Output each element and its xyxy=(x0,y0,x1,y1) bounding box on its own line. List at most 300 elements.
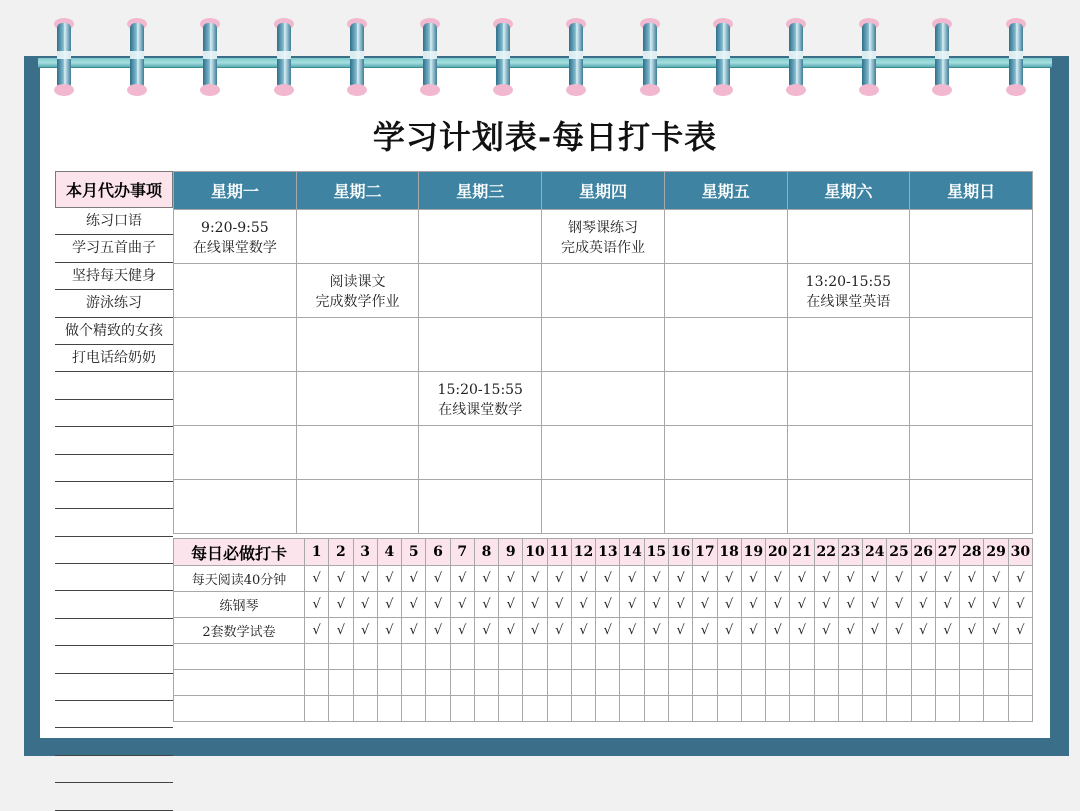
checkin-empty-cell[interactable] xyxy=(911,644,935,670)
check-mark[interactable]: √ xyxy=(523,566,547,592)
checkin-empty-cell[interactable] xyxy=(863,644,887,670)
check-mark[interactable]: √ xyxy=(984,566,1008,592)
day-number: 27 xyxy=(935,539,959,566)
day-number: 21 xyxy=(790,539,814,566)
check-mark[interactable]: √ xyxy=(766,566,790,592)
schedule-entry: 阅读课文 xyxy=(329,274,386,290)
schedule-cell[interactable] xyxy=(296,318,419,372)
schedule-cell[interactable] xyxy=(910,426,1033,480)
checkin-empty-cell[interactable] xyxy=(644,644,668,670)
check-mark[interactable]: √ xyxy=(426,618,450,644)
day-number: 1 xyxy=(305,539,329,566)
schedule-cell[interactable] xyxy=(664,318,787,372)
checkin-empty-cell[interactable] xyxy=(474,644,498,670)
schedule-cell[interactable] xyxy=(664,372,787,426)
checkin-task: 练钢琴 xyxy=(174,592,305,618)
todo-item[interactable] xyxy=(55,646,173,673)
checkin-empty-cell[interactable] xyxy=(474,696,498,722)
spiral-ring xyxy=(130,18,144,96)
schedule-cell[interactable] xyxy=(419,480,542,534)
check-mark[interactable]: √ xyxy=(377,618,401,644)
check-mark[interactable]: √ xyxy=(814,592,838,618)
checkin-empty-cell[interactable] xyxy=(596,696,620,722)
checkin-empty-cell[interactable] xyxy=(717,670,741,696)
check-mark[interactable]: √ xyxy=(305,618,329,644)
check-mark[interactable]: √ xyxy=(547,618,571,644)
checkin-empty-cell[interactable] xyxy=(668,696,692,722)
checkin-empty-cell[interactable] xyxy=(741,644,765,670)
checkin-empty-cell[interactable] xyxy=(377,696,401,722)
checkin-empty-cell[interactable] xyxy=(693,670,717,696)
check-mark[interactable]: √ xyxy=(693,618,717,644)
checkin-empty-cell[interactable] xyxy=(814,670,838,696)
check-mark[interactable]: √ xyxy=(547,566,571,592)
checkin-empty-cell[interactable] xyxy=(693,696,717,722)
checkin-empty-cell[interactable] xyxy=(1008,670,1032,696)
day-number: 25 xyxy=(887,539,911,566)
day-number: 4 xyxy=(377,539,401,566)
check-mark[interactable]: √ xyxy=(329,592,353,618)
check-mark[interactable]: √ xyxy=(644,618,668,644)
check-mark[interactable]: √ xyxy=(935,618,959,644)
day-number: 18 xyxy=(717,539,741,566)
check-mark[interactable]: √ xyxy=(353,618,377,644)
checkin-empty-cell[interactable] xyxy=(838,644,862,670)
schedule-cell[interactable] xyxy=(419,318,542,372)
check-mark[interactable]: √ xyxy=(571,592,595,618)
check-mark[interactable]: √ xyxy=(766,592,790,618)
checkin-empty-cell[interactable] xyxy=(766,696,790,722)
checkin-empty-cell[interactable] xyxy=(353,670,377,696)
checkin-empty-cell[interactable] xyxy=(644,696,668,722)
checkin-empty-cell[interactable] xyxy=(174,670,305,696)
checkin-empty-cell[interactable] xyxy=(668,670,692,696)
schedule-cell[interactable] xyxy=(174,318,297,372)
day-number: 11 xyxy=(547,539,571,566)
schedule-cell[interactable] xyxy=(419,210,542,264)
checkin-empty-cell[interactable] xyxy=(620,696,644,722)
schedule-cell[interactable] xyxy=(910,372,1033,426)
day-number: 12 xyxy=(571,539,595,566)
check-mark[interactable]: √ xyxy=(887,592,911,618)
spiral-ring xyxy=(423,18,437,96)
check-mark[interactable]: √ xyxy=(402,618,426,644)
checkin-empty-cell[interactable] xyxy=(547,696,571,722)
schedule-entry: 在线课堂数学 xyxy=(438,402,523,418)
check-mark[interactable]: √ xyxy=(838,592,862,618)
checkin-empty-cell[interactable] xyxy=(960,670,984,696)
schedule-cell[interactable] xyxy=(174,426,297,480)
checkin-empty-cell[interactable] xyxy=(644,670,668,696)
todo-item[interactable] xyxy=(55,619,173,646)
schedule-cell[interactable] xyxy=(542,426,665,480)
day-number: 10 xyxy=(523,539,547,566)
schedule-entry: 完成英语作业 xyxy=(560,240,645,256)
schedule-cell[interactable] xyxy=(174,480,297,534)
check-mark[interactable]: √ xyxy=(1008,592,1032,618)
check-mark[interactable]: √ xyxy=(717,618,741,644)
todo-item[interactable]: 学习五首曲子 xyxy=(55,235,173,262)
check-mark[interactable]: √ xyxy=(426,566,450,592)
check-mark[interactable]: √ xyxy=(838,566,862,592)
checkin-empty-cell[interactable] xyxy=(474,670,498,696)
day-number: 9 xyxy=(499,539,523,566)
check-mark[interactable]: √ xyxy=(353,592,377,618)
check-mark[interactable]: √ xyxy=(547,592,571,618)
check-mark[interactable]: √ xyxy=(741,592,765,618)
day-header: 星期五 xyxy=(664,172,787,210)
check-mark[interactable]: √ xyxy=(450,592,474,618)
checkin-empty-cell[interactable] xyxy=(620,644,644,670)
checkin-header: 每日必做打卡 xyxy=(174,539,305,566)
todo-item[interactable]: 练习口语 xyxy=(55,208,173,235)
check-mark[interactable]: √ xyxy=(887,566,911,592)
checkin-empty-cell[interactable] xyxy=(571,696,595,722)
checkin-empty-cell[interactable] xyxy=(741,696,765,722)
checkin-empty-cell[interactable] xyxy=(547,670,571,696)
checkin-empty-cell[interactable] xyxy=(377,644,401,670)
checkin-empty-cell[interactable] xyxy=(960,644,984,670)
schedule-cell[interactable] xyxy=(542,318,665,372)
schedule-cell[interactable] xyxy=(664,264,787,318)
checkin-empty-cell[interactable] xyxy=(766,670,790,696)
check-mark[interactable]: √ xyxy=(644,566,668,592)
check-mark[interactable]: √ xyxy=(741,618,765,644)
checkin-task: 2套数学试卷 xyxy=(174,618,305,644)
day-number: 26 xyxy=(911,539,935,566)
check-mark[interactable]: √ xyxy=(474,566,498,592)
check-mark[interactable]: √ xyxy=(571,566,595,592)
schedule-entry: 13:20-15:55 xyxy=(805,274,892,290)
checkin-empty-cell[interactable] xyxy=(935,644,959,670)
check-mark[interactable]: √ xyxy=(353,566,377,592)
todo-item[interactable] xyxy=(55,482,173,509)
check-mark[interactable]: √ xyxy=(863,618,887,644)
checkin-empty-cell[interactable] xyxy=(426,670,450,696)
spiral-ring xyxy=(57,18,71,96)
check-mark[interactable]: √ xyxy=(402,566,426,592)
day-number: 16 xyxy=(668,539,692,566)
schedule-entry: 15:20-15:55 xyxy=(437,382,523,398)
checkin-empty-cell[interactable] xyxy=(960,696,984,722)
schedule-cell[interactable] xyxy=(542,264,665,318)
spiral-ring xyxy=(789,18,803,96)
check-mark[interactable]: √ xyxy=(741,566,765,592)
checkin-empty-cell[interactable] xyxy=(547,644,571,670)
check-mark[interactable]: √ xyxy=(329,618,353,644)
check-mark[interactable]: √ xyxy=(499,592,523,618)
schedule-cell[interactable] xyxy=(787,480,910,534)
check-mark[interactable]: √ xyxy=(402,592,426,618)
schedule-cell[interactable] xyxy=(296,372,419,426)
todo-item[interactable]: 做个精致的女孩 xyxy=(55,318,173,345)
checkin-empty-cell[interactable] xyxy=(353,696,377,722)
check-mark[interactable]: √ xyxy=(863,566,887,592)
checkin-empty-cell[interactable] xyxy=(863,670,887,696)
checkin-empty-cell[interactable] xyxy=(911,696,935,722)
check-mark[interactable]: √ xyxy=(426,592,450,618)
todo-item[interactable] xyxy=(55,591,173,618)
day-number: 3 xyxy=(353,539,377,566)
check-mark[interactable]: √ xyxy=(814,618,838,644)
check-mark[interactable]: √ xyxy=(863,592,887,618)
check-mark[interactable]: √ xyxy=(984,618,1008,644)
check-mark[interactable]: √ xyxy=(790,592,814,618)
check-mark[interactable]: √ xyxy=(620,592,644,618)
check-mark[interactable]: √ xyxy=(717,592,741,618)
schedule-cell[interactable] xyxy=(910,264,1033,318)
checkin-empty-cell[interactable] xyxy=(790,644,814,670)
check-mark[interactable]: √ xyxy=(717,566,741,592)
checkin-empty-cell[interactable] xyxy=(1008,696,1032,722)
check-mark[interactable]: √ xyxy=(887,618,911,644)
day-header: 星期二 xyxy=(296,172,419,210)
schedule-cell[interactable] xyxy=(419,264,542,318)
checkin-empty-cell[interactable] xyxy=(620,670,644,696)
checkin-empty-cell[interactable] xyxy=(499,644,523,670)
check-mark[interactable]: √ xyxy=(790,618,814,644)
checkin-empty-cell[interactable] xyxy=(814,696,838,722)
checkin-empty-cell[interactable] xyxy=(523,644,547,670)
schedule-cell[interactable] xyxy=(174,372,297,426)
checkin-empty-cell[interactable] xyxy=(766,644,790,670)
day-number: 8 xyxy=(474,539,498,566)
todo-item[interactable] xyxy=(55,455,173,482)
checkin-empty-cell[interactable] xyxy=(984,644,1008,670)
monthly-todo-list xyxy=(55,171,173,811)
todo-item[interactable]: 游泳练习 xyxy=(55,290,173,317)
checkin-empty-cell[interactable] xyxy=(887,696,911,722)
schedule-cell[interactable] xyxy=(174,264,297,318)
checkin-empty-cell[interactable] xyxy=(402,670,426,696)
check-mark[interactable]: √ xyxy=(960,618,984,644)
todo-item[interactable] xyxy=(55,728,173,755)
checkin-empty-cell[interactable] xyxy=(329,696,353,722)
check-mark[interactable]: √ xyxy=(474,618,498,644)
day-number: 24 xyxy=(863,539,887,566)
checkin-empty-cell[interactable] xyxy=(984,670,1008,696)
todo-header: 本月代办事项 xyxy=(55,171,173,208)
checkin-empty-cell[interactable] xyxy=(377,670,401,696)
checkin-empty-cell[interactable] xyxy=(693,644,717,670)
todo-item[interactable] xyxy=(55,564,173,591)
checkin-empty-cell[interactable] xyxy=(305,696,329,722)
checkin-empty-cell[interactable] xyxy=(596,670,620,696)
check-mark[interactable]: √ xyxy=(377,566,401,592)
schedule-cell[interactable] xyxy=(787,210,910,264)
schedule-entry: 在线课堂数学 xyxy=(192,240,277,256)
day-number: 7 xyxy=(450,539,474,566)
todo-item[interactable] xyxy=(55,701,173,728)
checkin-empty-cell[interactable] xyxy=(353,644,377,670)
checkin-empty-cell[interactable] xyxy=(790,696,814,722)
check-mark[interactable]: √ xyxy=(911,592,935,618)
check-mark[interactable]: √ xyxy=(499,566,523,592)
check-mark[interactable]: √ xyxy=(838,618,862,644)
check-mark[interactable]: √ xyxy=(668,566,692,592)
checkin-empty-cell[interactable] xyxy=(174,644,305,670)
checkin-empty-cell[interactable] xyxy=(596,644,620,670)
check-mark[interactable]: √ xyxy=(329,566,353,592)
checkin-empty-cell[interactable] xyxy=(329,670,353,696)
todo-item[interactable] xyxy=(55,756,173,783)
todo-item[interactable] xyxy=(55,372,173,399)
checkin-empty-cell[interactable] xyxy=(174,696,305,722)
checkin-empty-cell[interactable] xyxy=(935,670,959,696)
spiral-ring xyxy=(1009,18,1023,96)
day-number: 28 xyxy=(960,539,984,566)
check-mark[interactable]: √ xyxy=(474,592,498,618)
day-number: 15 xyxy=(644,539,668,566)
check-mark[interactable]: √ xyxy=(693,592,717,618)
schedule-cell[interactable] xyxy=(910,318,1033,372)
checkin-empty-cell[interactable] xyxy=(450,644,474,670)
check-mark[interactable]: √ xyxy=(935,566,959,592)
check-mark[interactable]: √ xyxy=(1008,566,1032,592)
checkin-empty-cell[interactable] xyxy=(838,670,862,696)
check-mark[interactable]: √ xyxy=(596,566,620,592)
schedule-cell[interactable] xyxy=(419,426,542,480)
checkin-empty-cell[interactable] xyxy=(984,696,1008,722)
schedule-cell[interactable] xyxy=(542,210,665,264)
check-mark[interactable]: √ xyxy=(305,592,329,618)
check-mark[interactable]: √ xyxy=(814,566,838,592)
checkin-empty-cell[interactable] xyxy=(717,644,741,670)
checkin-empty-cell[interactable] xyxy=(523,696,547,722)
checkin-empty-cell[interactable] xyxy=(814,644,838,670)
checkin-empty-cell[interactable] xyxy=(523,670,547,696)
check-mark[interactable]: √ xyxy=(984,592,1008,618)
checkin-empty-cell[interactable] xyxy=(790,670,814,696)
check-mark[interactable]: √ xyxy=(693,566,717,592)
day-header: 星期四 xyxy=(542,172,665,210)
checkin-empty-cell[interactable] xyxy=(887,670,911,696)
schedule-cell[interactable] xyxy=(664,480,787,534)
schedule-entry: 钢琴课练习 xyxy=(567,220,638,236)
check-mark[interactable]: √ xyxy=(1008,618,1032,644)
check-mark[interactable]: √ xyxy=(668,592,692,618)
schedule-entry: 在线课堂英语 xyxy=(806,294,891,310)
checkin-empty-cell[interactable] xyxy=(499,696,523,722)
check-mark[interactable]: √ xyxy=(620,618,644,644)
check-mark[interactable]: √ xyxy=(450,618,474,644)
check-mark[interactable]: √ xyxy=(960,566,984,592)
schedule-cell[interactable] xyxy=(296,210,419,264)
todo-item[interactable] xyxy=(55,783,173,810)
todo-item[interactable]: 坚持每天健身 xyxy=(55,263,173,290)
schedule-cell[interactable] xyxy=(787,426,910,480)
check-mark[interactable]: √ xyxy=(571,618,595,644)
checkin-empty-cell[interactable] xyxy=(863,696,887,722)
checkin-empty-cell[interactable] xyxy=(717,696,741,722)
day-number: 19 xyxy=(741,539,765,566)
schedule-cell[interactable] xyxy=(787,372,910,426)
checkin-empty-cell[interactable] xyxy=(450,670,474,696)
checkin-empty-cell[interactable] xyxy=(499,670,523,696)
schedule-cell[interactable] xyxy=(910,480,1033,534)
spiral-ring xyxy=(935,18,949,96)
checkin-task: 每天阅读40分钟 xyxy=(174,566,305,592)
check-mark[interactable]: √ xyxy=(668,618,692,644)
checkin-empty-cell[interactable] xyxy=(838,696,862,722)
check-mark[interactable]: √ xyxy=(911,618,935,644)
schedule-cell[interactable] xyxy=(542,372,665,426)
checkin-empty-cell[interactable] xyxy=(741,670,765,696)
todo-item[interactable] xyxy=(55,674,173,701)
checkin-empty-cell[interactable] xyxy=(426,644,450,670)
todo-item[interactable] xyxy=(55,400,173,427)
checkin-empty-cell[interactable] xyxy=(329,644,353,670)
schedule-cell[interactable] xyxy=(910,210,1033,264)
day-header: 星期三 xyxy=(419,172,542,210)
spiral-ring xyxy=(716,18,730,96)
checkin-empty-cell[interactable] xyxy=(571,670,595,696)
check-mark[interactable]: √ xyxy=(523,592,547,618)
day-number: 13 xyxy=(596,539,620,566)
checkin-empty-cell[interactable] xyxy=(571,644,595,670)
check-mark[interactable]: √ xyxy=(499,618,523,644)
schedule-cell[interactable] xyxy=(664,210,787,264)
schedule-cell[interactable] xyxy=(296,264,419,318)
binder-rail xyxy=(38,58,1052,68)
day-number: 17 xyxy=(693,539,717,566)
checkin-empty-cell[interactable] xyxy=(935,696,959,722)
schedule-entry: 完成数学作业 xyxy=(315,294,400,310)
day-number: 20 xyxy=(766,539,790,566)
todo-item[interactable] xyxy=(55,509,173,536)
daily-checkin-table xyxy=(173,538,1033,722)
schedule-cell[interactable] xyxy=(174,210,297,264)
checkin-empty-cell[interactable] xyxy=(402,696,426,722)
schedule-entry: 9:20-9:55 xyxy=(201,220,269,236)
checkin-empty-cell[interactable] xyxy=(1008,644,1032,670)
checkin-empty-cell[interactable] xyxy=(402,644,426,670)
check-mark[interactable]: √ xyxy=(960,592,984,618)
check-mark[interactable]: √ xyxy=(935,592,959,618)
todo-item[interactable]: 打电话给奶奶 xyxy=(55,345,173,372)
check-mark[interactable]: √ xyxy=(644,592,668,618)
check-mark[interactable]: √ xyxy=(596,592,620,618)
checkin-empty-cell[interactable] xyxy=(887,644,911,670)
check-mark[interactable]: √ xyxy=(790,566,814,592)
schedule-cell[interactable] xyxy=(787,264,910,318)
checkin-empty-cell[interactable] xyxy=(450,696,474,722)
day-number: 5 xyxy=(402,539,426,566)
check-mark[interactable]: √ xyxy=(911,566,935,592)
schedule-cell[interactable] xyxy=(419,372,542,426)
check-mark[interactable]: √ xyxy=(596,618,620,644)
checkin-empty-cell[interactable] xyxy=(305,670,329,696)
check-mark[interactable]: √ xyxy=(450,566,474,592)
spiral-ring xyxy=(643,18,657,96)
check-mark[interactable]: √ xyxy=(766,618,790,644)
checkin-empty-cell[interactable] xyxy=(305,644,329,670)
schedule-cell[interactable] xyxy=(787,318,910,372)
schedule-cell[interactable] xyxy=(542,480,665,534)
check-mark[interactable]: √ xyxy=(523,618,547,644)
schedule-cell[interactable] xyxy=(296,480,419,534)
check-mark[interactable]: √ xyxy=(620,566,644,592)
check-mark[interactable]: √ xyxy=(305,566,329,592)
todo-item[interactable] xyxy=(55,537,173,564)
checkin-empty-cell[interactable] xyxy=(426,696,450,722)
todo-item[interactable] xyxy=(55,427,173,454)
checkin-empty-cell[interactable] xyxy=(668,644,692,670)
checkin-empty-cell[interactable] xyxy=(911,670,935,696)
schedule-cell[interactable] xyxy=(664,426,787,480)
check-mark[interactable]: √ xyxy=(377,592,401,618)
schedule-cell[interactable] xyxy=(296,426,419,480)
